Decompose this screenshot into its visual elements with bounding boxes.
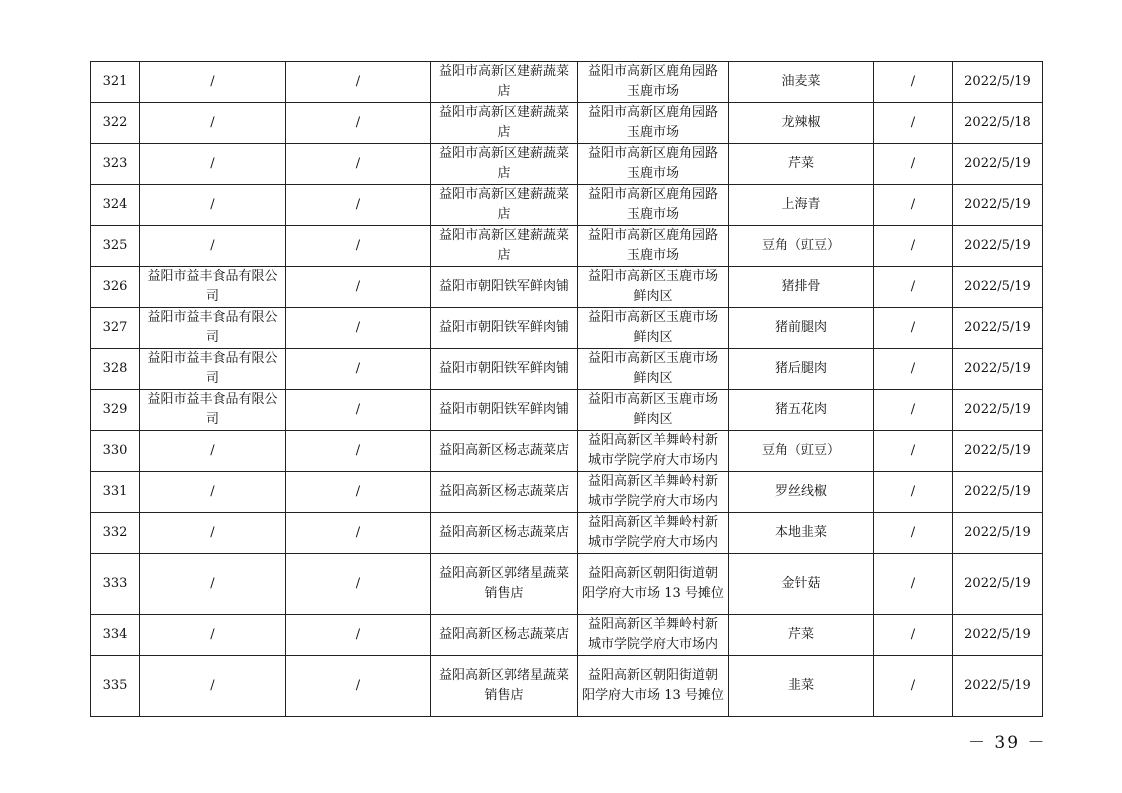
specification-cell: / (874, 185, 953, 226)
sampling-results-table (90, 61, 1043, 717)
table-row (91, 144, 1043, 185)
seller-address-cell: 益阳高新区朝阳街道朝阳学府大市场 13 号摊位 (578, 554, 729, 615)
row-number-cell: 329 (91, 390, 140, 431)
table-row (91, 185, 1043, 226)
seller-name-cell: 益阳市高新区建薪蔬菜店 (431, 62, 578, 103)
table-body (91, 62, 1043, 717)
food-name-cell: 猪五花肉 (729, 390, 874, 431)
food-name-cell: 韭菜 (729, 656, 874, 717)
sampling-date-cell: 2022/5/19 (953, 144, 1043, 185)
food-name-cell: 猪前腿肉 (729, 308, 874, 349)
seller-address-cell: 益阳高新区羊舞岭村新城市学院学府大市场内 (578, 431, 729, 472)
producer-address-cell: / (286, 308, 431, 349)
seller-name-cell: 益阳市朝阳铁军鲜肉铺 (431, 267, 578, 308)
seller-address-cell: 益阳高新区羊舞岭村新城市学院学府大市场内 (578, 472, 729, 513)
food-name-cell: 本地韭菜 (729, 513, 874, 554)
specification-cell: / (874, 103, 953, 144)
seller-name-cell: 益阳高新区杨志蔬菜店 (431, 472, 578, 513)
seller-name-cell: 益阳市朝阳铁军鲜肉铺 (431, 308, 578, 349)
specification-cell: / (874, 226, 953, 267)
seller-address-cell: 益阳市高新区鹿角园路玉鹿市场 (578, 185, 729, 226)
food-name-cell: 油麦菜 (729, 62, 874, 103)
seller-name-cell: 益阳市朝阳铁军鲜肉铺 (431, 390, 578, 431)
row-number-cell: 334 (91, 615, 140, 656)
producer-address-cell: / (286, 431, 431, 472)
table-row (91, 472, 1043, 513)
producer-address-cell: / (286, 656, 431, 717)
seller-name-cell: 益阳高新区杨志蔬菜店 (431, 431, 578, 472)
producer-address-cell: / (286, 390, 431, 431)
sampling-date-cell: 2022/5/19 (953, 431, 1043, 472)
sampling-date-cell: 2022/5/19 (953, 513, 1043, 554)
table-row (91, 615, 1043, 656)
row-number-cell: 326 (91, 267, 140, 308)
seller-address-cell: 益阳市高新区玉鹿市场鲜肉区 (578, 308, 729, 349)
food-name-cell: 龙辣椒 (729, 103, 874, 144)
producer-name-cell: / (140, 226, 286, 267)
seller-address-cell: 益阳市高新区玉鹿市场鲜肉区 (578, 349, 729, 390)
seller-address-cell: 益阳市高新区鹿角园路玉鹿市场 (578, 62, 729, 103)
producer-name-cell: / (140, 472, 286, 513)
page-number: － 39 － (968, 733, 1047, 753)
specification-cell: / (874, 62, 953, 103)
producer-address-cell: / (286, 349, 431, 390)
food-name-cell: 罗丝线椒 (729, 472, 874, 513)
sampling-date-cell: 2022/5/19 (953, 308, 1043, 349)
specification-cell: / (874, 431, 953, 472)
food-name-cell: 金针菇 (729, 554, 874, 615)
sampling-date-cell: 2022/5/19 (953, 390, 1043, 431)
food-name-cell: 豆角（豇豆） (729, 226, 874, 267)
sampling-date-cell: 2022/5/18 (953, 103, 1043, 144)
producer-name-cell: / (140, 431, 286, 472)
row-number-cell: 330 (91, 431, 140, 472)
producer-address-cell: / (286, 267, 431, 308)
seller-name-cell: 益阳市朝阳铁军鲜肉铺 (431, 349, 578, 390)
seller-address-cell: 益阳市高新区玉鹿市场鲜肉区 (578, 267, 729, 308)
table-row (91, 103, 1043, 144)
food-name-cell: 上海青 (729, 185, 874, 226)
seller-address-cell: 益阳市高新区鹿角园路玉鹿市场 (578, 144, 729, 185)
table-row (91, 62, 1043, 103)
seller-address-cell: 益阳市高新区鹿角园路玉鹿市场 (578, 226, 729, 267)
row-number-cell: 332 (91, 513, 140, 554)
table-row (91, 431, 1043, 472)
table-row (91, 226, 1043, 267)
sampling-date-cell: 2022/5/19 (953, 554, 1043, 615)
seller-address-cell: 益阳高新区羊舞岭村新城市学院学府大市场内 (578, 615, 729, 656)
table-row (91, 656, 1043, 717)
row-number-cell: 328 (91, 349, 140, 390)
producer-name-cell: 益阳市益丰食品有限公司 (140, 267, 286, 308)
row-number-cell: 323 (91, 144, 140, 185)
food-name-cell: 豆角（豇豆） (729, 431, 874, 472)
seller-address-cell: 益阳市高新区鹿角园路玉鹿市场 (578, 103, 729, 144)
row-number-cell: 327 (91, 308, 140, 349)
producer-address-cell: / (286, 513, 431, 554)
table-row (91, 267, 1043, 308)
sampling-date-cell: 2022/5/19 (953, 62, 1043, 103)
seller-name-cell: 益阳市高新区建薪蔬菜店 (431, 144, 578, 185)
producer-address-cell: / (286, 103, 431, 144)
food-name-cell: 芹菜 (729, 615, 874, 656)
seller-name-cell: 益阳市高新区建薪蔬菜店 (431, 185, 578, 226)
document-page (90, 61, 1042, 717)
specification-cell: / (874, 349, 953, 390)
row-number-cell: 331 (91, 472, 140, 513)
table-row (91, 308, 1043, 349)
row-number-cell: 335 (91, 656, 140, 717)
row-number-cell: 324 (91, 185, 140, 226)
producer-name-cell: / (140, 185, 286, 226)
seller-name-cell: 益阳市高新区建薪蔬菜店 (431, 103, 578, 144)
specification-cell: / (874, 513, 953, 554)
producer-address-cell: / (286, 62, 431, 103)
row-number-cell: 321 (91, 62, 140, 103)
producer-address-cell: / (286, 185, 431, 226)
producer-name-cell: / (140, 103, 286, 144)
sampling-date-cell: 2022/5/19 (953, 472, 1043, 513)
producer-address-cell: / (286, 554, 431, 615)
producer-name-cell: / (140, 62, 286, 103)
producer-address-cell: / (286, 615, 431, 656)
producer-address-cell: / (286, 472, 431, 513)
producer-name-cell: 益阳市益丰食品有限公司 (140, 349, 286, 390)
producer-name-cell: 益阳市益丰食品有限公司 (140, 390, 286, 431)
seller-address-cell: 益阳高新区羊舞岭村新城市学院学府大市场内 (578, 513, 729, 554)
row-number-cell: 325 (91, 226, 140, 267)
producer-address-cell: / (286, 226, 431, 267)
producer-name-cell: / (140, 615, 286, 656)
food-name-cell: 芹菜 (729, 144, 874, 185)
food-name-cell: 猪后腿肉 (729, 349, 874, 390)
table-row (91, 349, 1043, 390)
table-row (91, 390, 1043, 431)
producer-name-cell: / (140, 144, 286, 185)
seller-name-cell: 益阳高新区杨志蔬菜店 (431, 513, 578, 554)
specification-cell: / (874, 554, 953, 615)
sampling-date-cell: 2022/5/19 (953, 349, 1043, 390)
food-name-cell: 猪排骨 (729, 267, 874, 308)
specification-cell: / (874, 144, 953, 185)
producer-address-cell: / (286, 144, 431, 185)
producer-name-cell: 益阳市益丰食品有限公司 (140, 308, 286, 349)
table-row (91, 513, 1043, 554)
seller-name-cell: 益阳高新区郭绪星蔬菜销售店 (431, 656, 578, 717)
sampling-date-cell: 2022/5/19 (953, 226, 1043, 267)
seller-name-cell: 益阳市高新区建薪蔬菜店 (431, 226, 578, 267)
sampling-date-cell: 2022/5/19 (953, 267, 1043, 308)
sampling-date-cell: 2022/5/19 (953, 656, 1043, 717)
row-number-cell: 322 (91, 103, 140, 144)
row-number-cell: 333 (91, 554, 140, 615)
specification-cell: / (874, 308, 953, 349)
sampling-date-cell: 2022/5/19 (953, 185, 1043, 226)
specification-cell: / (874, 390, 953, 431)
seller-address-cell: 益阳市高新区玉鹿市场鲜肉区 (578, 390, 729, 431)
seller-name-cell: 益阳高新区郭绪星蔬菜销售店 (431, 554, 578, 615)
seller-name-cell: 益阳高新区杨志蔬菜店 (431, 615, 578, 656)
producer-name-cell: / (140, 513, 286, 554)
producer-name-cell: / (140, 554, 286, 615)
table-row (91, 554, 1043, 615)
specification-cell: / (874, 656, 953, 717)
seller-address-cell: 益阳高新区朝阳街道朝阳学府大市场 13 号摊位 (578, 656, 729, 717)
specification-cell: / (874, 472, 953, 513)
producer-name-cell: / (140, 656, 286, 717)
specification-cell: / (874, 615, 953, 656)
sampling-date-cell: 2022/5/19 (953, 615, 1043, 656)
specification-cell: / (874, 267, 953, 308)
